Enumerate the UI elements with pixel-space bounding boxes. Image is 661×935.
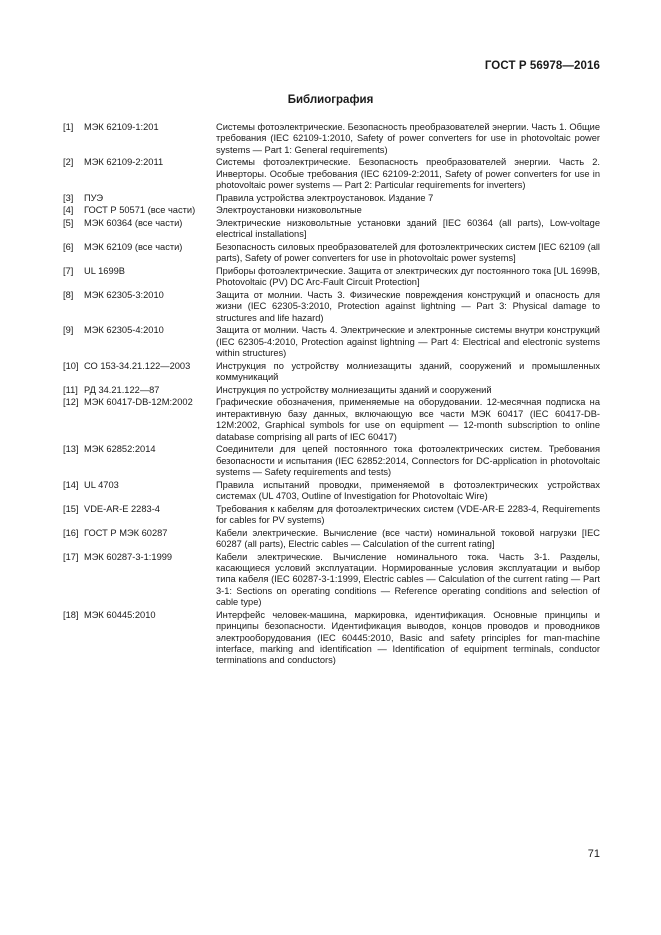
reference-text: Инструкция по устройству молниезащиты зданий, сооружений и промышленных коммуникаций (216, 360, 600, 383)
reference-code: UL 1699B (84, 266, 126, 276)
reference-code: МЭК 62305-3:2010 (84, 290, 164, 300)
reference-text: Соединители для цепей постоянного тока фотоэлектрических систем. Требования безопасности и испытания (IEC 62852:2014, Connectors for DC-application in photovoltaic systems — Safety requirements and tests) (216, 444, 600, 478)
reference-text: Системы фотоэлектрические. Безопасность преобразователей энергии. Часть 1. Общие требования (IEC 62109-1:2010, Safety of power converters for use in photovoltaic power systems — Part 1: General requirements) (216, 122, 600, 155)
reference-text: Защита от молнии. Часть 4. Электрические и электронные системы внутри конструкций (IEC 62305-4:2010, Protection against lightning — Part 4: Electrical and electronic systems within structures) (216, 325, 600, 359)
reference-entry (63, 122, 600, 156)
reference-number: [7] (63, 266, 74, 276)
reference-entry (63, 218, 600, 241)
reference-number: [10] (63, 360, 79, 371)
reference-text: Безопасность силовых преобразователей для фотоэлектрических систем [IEC 62109 (all parts), Safety of power converters for use in photovoltaic power systems] (216, 242, 600, 264)
reference-code: МЭК 62109 (все части) (84, 242, 183, 252)
reference-code: UL 4703 (84, 479, 119, 490)
reference-code: МЭК 60287-3-1:1999 (84, 551, 173, 562)
reference-number: [2] (63, 157, 74, 168)
reference-code: ГОСТ Р МЭК 60287 (84, 527, 168, 538)
reference-text: Графические обозначения, применяемые на оборудовании. 12-месячная подписка на интерактивную базу данных, включающую все части МЭК 60417 (IEC 60417-DB-12M:2002, Graphical symbols for use on equipment — 12-month subscription to online database comprising all parts of IEC 60417) (216, 397, 600, 442)
reference-entry (63, 361, 600, 384)
reference-entry (63, 504, 600, 527)
reference-text: Кабели электрические. Вычисление номинального тока. Часть 3-1. Разделы, касающиеся условий эксплуатации. Нормированные условия эксплуатации и выбор типа кабеля (IEC 60287-3-1:1999, Electric cables — Calculation of the current rating — Part 3-1: Sections on operating conditions — Reference operating conditions and selection of cable type) (216, 551, 600, 608)
reference-code: ГОСТ Р 50571 (все части) (84, 205, 196, 216)
reference-text: Правила испытаний проводки, применяемой в фотоэлектрических устройствах системах (UL 4703, Outline of Investigation for Photovoltaic Wire) (216, 479, 600, 502)
reference-entry (63, 444, 600, 478)
page-number: 71 (587, 848, 600, 860)
reference-text: Приборы фотоэлектрические. Защита от электрических дуг постоянного тока [UL 1699B, Photovoltaic (PV) DC Arc-Fault Circuit Protection] (216, 266, 600, 288)
reference-code: МЭК 62852:2014 (84, 444, 156, 455)
reference-number: [6] (63, 242, 74, 252)
reference-text: Интерфейс человек-машина, маркировка, идентификация. Основные принципы и принципы безопасности. Идентификация выводов, концов проводов и проводников электрооборудования (IEC 60445:2010, Basic and safety principles for man-machine interface, marking and identification — Identification of equipment terminals, conductor terminations and conductors) (216, 609, 600, 666)
reference-code: ПУЭ (84, 192, 104, 203)
reference-number: [4] (63, 205, 74, 216)
reference-text: Правила устройства электроустановок. Издание 7 (216, 192, 434, 203)
reference-entry (63, 325, 600, 359)
reference-text: Требования к кабелям для фотоэлектрических систем (VDE-AR-E 2283-4, Requirements for cables for PV systems) (216, 503, 600, 526)
reference-entry (63, 610, 600, 667)
reference-text: Электрические низковольтные установки зданий [IEC 60364 (all parts), Low-voltage electrical installations] (216, 218, 600, 240)
reference-entry (63, 528, 600, 551)
reference-number: [12] (63, 397, 79, 408)
reference-text: Инструкция по устройству молниезащиты зданий и сооружений (216, 384, 492, 395)
reference-number: [16] (63, 527, 79, 538)
document-header: ГОСТ Р 56978—2016 (484, 60, 600, 72)
reference-text: Электроустановки низковольтные (216, 205, 362, 216)
reference-entry (63, 385, 600, 396)
reference-code: МЭК 62109-1:201 (84, 122, 159, 132)
reference-code: РД 34.21.122—87 (84, 384, 160, 395)
reference-entry (63, 205, 600, 216)
reference-text: Кабели электрические. Вычисление (все части) номинальной токовой нагрузки [IEC 60287 (all parts), Electric cables — Calculation of the current rating] (216, 527, 600, 550)
reference-entry (63, 157, 600, 191)
reference-code: СО 153-34.21.122—2003 (84, 360, 191, 371)
reference-number: [9] (63, 325, 74, 336)
reference-entry (63, 242, 600, 265)
reference-entry (63, 290, 600, 324)
reference-number: [1] (63, 122, 74, 132)
section-title: Библиография (287, 94, 374, 106)
reference-number: [8] (63, 290, 74, 300)
reference-number: [15] (63, 503, 79, 514)
reference-code: МЭК 62109-2:2011 (84, 157, 164, 168)
reference-number: [17] (63, 551, 79, 562)
reference-text: Защита от молнии. Часть 3. Физические повреждения конструкций и опасность для жизни (IEC 62305-3:2010, Protection against lightning — Part 3: Physical damage to structures and life hazard) (216, 290, 600, 323)
bibliography-list (63, 122, 600, 668)
reference-number: [3] (63, 192, 74, 203)
reference-code: МЭК 60417-DB-12M:2002 (84, 397, 193, 408)
reference-entry (63, 397, 600, 443)
reference-number: [14] (63, 479, 79, 490)
reference-code: МЭК 62305-4:2010 (84, 325, 164, 336)
reference-code: МЭК 60364 (все части) (84, 218, 183, 228)
reference-entry (63, 480, 600, 503)
reference-entry (63, 552, 600, 609)
reference-text: Системы фотоэлектрические. Безопасность преобразователей энергии. Часть 2. Инверторы. Особые требования (IEC 62109-2:2011, Safety of power converters for use in photovoltaic power systems — Part 2: Particular requirements for inverters) (216, 157, 600, 191)
reference-entry (63, 193, 600, 204)
reference-code: МЭК 60445:2010 (84, 609, 156, 620)
reference-entry (63, 266, 600, 289)
reference-number: [13] (63, 444, 79, 455)
reference-code: VDE-AR-E 2283-4 (84, 503, 160, 514)
reference-number: [5] (63, 218, 74, 228)
reference-number: [11] (63, 384, 78, 395)
reference-number: [18] (63, 609, 79, 620)
